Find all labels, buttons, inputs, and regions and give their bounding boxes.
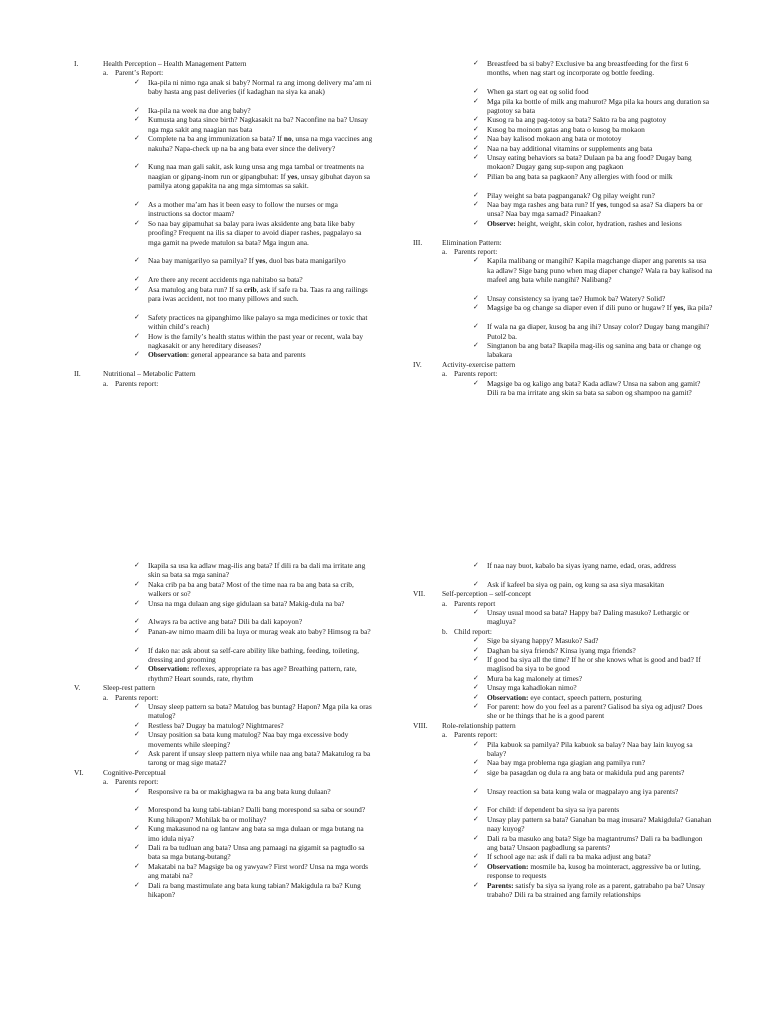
checklist-item-text: Unsay sleep pattern sa bata? Matulog bas buntag? Hapon? Mga pila ka oras matulog? (148, 702, 372, 721)
checklist-item-text: If good ba siya all the time? If he or she knows what is good and bad? If maglisod ba siya to be good (487, 655, 701, 674)
checklist-item (473, 758, 713, 767)
subsection-letter: a. (103, 777, 109, 787)
checklist-item (473, 379, 713, 398)
checklist-item-text: Unsa na mga dulaan ang sige gidulaan sa bata? Makig-dula na ba? (148, 598, 345, 608)
checklist-item-text: How is the familyʼs health status within the past year or recent, wala bay nagkasakit or any hereditary diseases? (148, 331, 364, 350)
checkmark-icon: ✓ (134, 312, 140, 321)
checklist-item-text: Sige ba siyang happy? Masuko? Sad? (487, 636, 599, 646)
checkmark-icon: ✓ (473, 692, 479, 701)
checklist-item (473, 59, 713, 78)
checkmark-icon: ✓ (473, 608, 479, 616)
checkmark-icon: ✓ (134, 664, 140, 673)
checklist-item-text: As a mother maʼam has it been easy to follow the nurses or mga instructions sa doctor maam? (148, 200, 338, 219)
checklist-item (134, 106, 374, 115)
checklist-item (134, 78, 374, 97)
checklist-item-text: Unsay mga kahadlokan nimo? (487, 683, 577, 693)
checklist-item (134, 805, 374, 824)
checkmark-icon: ✓ (134, 824, 140, 833)
checkmark-icon: ✓ (134, 730, 140, 739)
checkmark-icon: ✓ (473, 645, 479, 654)
checkmark-icon: ✓ (473, 124, 479, 133)
checklist-item (134, 881, 374, 900)
checkmark-icon: ✓ (134, 617, 140, 626)
checkmark-icon: ✓ (473, 143, 479, 152)
checkmark-icon: ✓ (473, 673, 479, 682)
subsection-letter: a. (442, 247, 448, 256)
checklist-item-text: Morespond ba kung tabi-tabian? Dalli bang morespond sa saba or sound? Kung hikapon? Mohilak ba or molihay? (148, 805, 366, 824)
checklist-item (134, 702, 374, 721)
checklist-item-text: Makatabi na ba? Magsige ba og yawyaw? First word? Unsa na mga words ang matabi na? (148, 861, 369, 881)
checklist-item (473, 702, 713, 721)
checkmark-icon: ✓ (473, 702, 479, 710)
checkmark-icon: ✓ (134, 645, 140, 654)
checklist-item (134, 749, 374, 768)
checklist-item (134, 617, 374, 626)
checklist-item-text: sige ba pasagdan og dula ra ang bata or makidula pud ang parents? (487, 767, 685, 777)
checkmark-icon: ✓ (473, 87, 479, 96)
checkmark-icon: ✓ (473, 579, 479, 588)
checkmark-icon: ✓ (473, 739, 479, 748)
section-number: V. (74, 683, 81, 693)
checkmark-icon: ✓ (134, 134, 140, 143)
checklist-item (473, 740, 713, 759)
checklist-item (134, 162, 374, 190)
checkmark-icon: ✓ (473, 134, 479, 143)
section-title: Nutritional – Metabolic Pattern (103, 369, 196, 379)
checklist-item-text: Kusog ra ba ang pag-totoy sa bata? Sakto ra ba ang pagtotoy (487, 115, 667, 125)
checkmark-icon: ✓ (473, 767, 479, 776)
checkmark-icon: ✓ (134, 331, 140, 340)
checklist-item-text: Naa bay manigarilyo sa pamilya? If yes, duol bas bata manigarilyo (148, 256, 346, 266)
checklist-item-text: Observation: reflexes, appropriate ra bas age? Breathing pattern, rate, rhythm? Heart sounds, rate, rhythm (148, 664, 357, 683)
checkmark-icon: ✓ (134, 861, 140, 870)
checklist-item-text: When ga start og eat og solid food (487, 87, 589, 97)
checklist-item-text: Pilay weight sa bata pagpanganak? Og pilay weight run? (487, 190, 655, 200)
checklist-item-text: Kusog ba moinom gatas ang bata o kusog ba mokaon (487, 124, 645, 134)
section-number: VI. (74, 767, 84, 777)
checkmark-icon: ✓ (473, 256, 479, 265)
checklist-item (473, 219, 713, 228)
checklist-item (134, 627, 374, 636)
section-number: VIII. (413, 720, 428, 730)
checklist-item (473, 153, 713, 172)
checklist-item (473, 768, 713, 777)
checklist-item (473, 881, 713, 900)
checklist-item-text: Magsige ba og change sa diaper even if dili puno or hugaw? If yes, ika pila? (487, 303, 713, 313)
section-title: Elimination Pattern: (442, 237, 502, 247)
checkmark-icon: ✓ (473, 96, 479, 105)
checklist-item (473, 636, 713, 645)
checklist-item-text: Are there any recent accidents nga nahitabo sa bata? (148, 275, 303, 285)
checklist-item (473, 674, 713, 683)
checklist-item-text: Naka crib pa ba ang bata? Most of the time naa ra ba ang bata sa crib, walkers or so? (148, 579, 354, 599)
checkmark-icon: ✓ (134, 106, 140, 114)
checkmark-icon: ✓ (473, 171, 479, 180)
checkmark-icon: ✓ (473, 880, 479, 889)
checklist-item (473, 834, 713, 853)
checklist-item-text: Panan-aw nimo maam dili ba luya or murag weak ato baby? Himsog ra ba? (148, 626, 371, 636)
checklist-item-text: Kapila malibang or mangihi? Kapila magchange diaper ang parents sa usa ka adlaw? Sige bang puno when mag diaper change? Wala ra bay kalisod na mafeel ang bata while nangihi? Nalibang? (487, 256, 713, 285)
checkmark-icon: ✓ (473, 861, 479, 870)
checklist-item (134, 580, 374, 599)
checklist-item-text: Pila kabuok sa pamilya? Pila kabuok sa balay? Naa bay lain kuyog sa balay? (487, 739, 693, 758)
section-number: III. (413, 237, 423, 247)
subsection-label: Parents report: (454, 369, 498, 379)
checklist-item-text: Observation: mosmile ba, kusog ba mointeract, aggressive ba or luting, response to requests (487, 861, 701, 881)
checkmark-icon: ✓ (134, 749, 140, 757)
subsection-letter: a. (442, 598, 448, 608)
checklist-item-text: Observation: eye contact, speech pattern, posturing (487, 692, 642, 702)
checklist-item (473, 693, 713, 702)
checklist-item-text: Naa bay kalisod mokaon ang bata or mototoy (487, 134, 622, 144)
checkmark-icon: ✓ (473, 758, 479, 767)
checkmark-icon: ✓ (134, 218, 140, 227)
subsection-label: Parents report: (115, 692, 159, 702)
checkmark-icon: ✓ (134, 162, 140, 171)
checkmark-icon: ✓ (473, 833, 479, 842)
checkmark-icon: ✓ (473, 655, 479, 663)
checklist-item-text: If wala na ga diaper, kusog ba ang ihi? Unsay color? Dugay bang mangihi? Putol2 ba. (487, 322, 710, 341)
checkmark-icon: ✓ (134, 626, 140, 635)
checklist-item (134, 350, 374, 359)
subsection-label: Parents report: (454, 730, 498, 740)
checklist-item-text: Responsive ra ba or makighagwa ra ba ang bata kung dulaan? (148, 786, 331, 796)
checkmark-icon: ✓ (134, 702, 140, 710)
checklist-item (473, 341, 713, 360)
checklist-item-text: Singtanon ba ang bata? Ikapila mag-ilis og sanina ang bata or change og labakara (487, 341, 701, 360)
section-number: I. (74, 59, 79, 68)
checkmark-icon: ✓ (473, 341, 479, 349)
checkmark-icon: ✓ (473, 561, 479, 569)
checklist-item (473, 646, 713, 655)
checklist-item-text: Naa bay mga problema nga giagian ang pamilya run? (487, 758, 646, 768)
checklist-item-text: If dako na: ask about sa self-care ability like bathing, feeding, toileting, dressing and grooming (148, 645, 359, 664)
checkmark-icon: ✓ (134, 77, 140, 86)
checklist-item (134, 134, 374, 153)
checklist-item-text: Complete na ba ang immunization sa bata? If no, unsa na mga vaccines ang nakuha? Napa-check up na ba ang bata ever since the delivery? (148, 134, 373, 153)
checkmark-icon: ✓ (473, 115, 479, 124)
checklist-item (473, 200, 713, 219)
section-title: Cognitive-Perceptual (103, 767, 166, 777)
checkmark-icon: ✓ (473, 805, 479, 814)
checklist-item (473, 805, 713, 814)
checklist-item-text: Ask parent if unsay sleep pattern niya while naa ang bata? Makatulog ra ba tarong or mag sige mata2? (148, 749, 371, 768)
checklist-item-text: Unsay play pattern sa bata? Ganahan ba mag inusara? Makigdula? Ganahan naay kuyog? (487, 814, 712, 834)
subsection-letter: a. (103, 378, 109, 388)
checkmark-icon: ✓ (473, 218, 479, 227)
checklist-item (134, 200, 374, 219)
checkmark-icon: ✓ (134, 720, 140, 729)
checkmark-icon: ✓ (473, 294, 479, 302)
checklist-item (473, 852, 713, 861)
checklist-item (473, 256, 713, 284)
checklist-item-text: Observation: general appearance sa bata and parents (148, 350, 306, 360)
checklist-item-text: For child: if dependent ba siya sa iya parents (487, 805, 620, 815)
checklist-item (473, 125, 713, 134)
checkmark-icon: ✓ (134, 275, 140, 284)
checkmark-icon: ✓ (134, 598, 140, 607)
checklist-item-text: Kumusta ang bata since birth? Nagkasakit na ba? Naconfine na ba? Unsay nga mga sakit ang naagian nas bata (148, 115, 368, 134)
checkmark-icon: ✓ (473, 378, 479, 387)
checkmark-icon: ✓ (134, 561, 140, 569)
checklist-item-text: Ikapila sa usa ka adlaw mag-ilis ang bata? If dili ra ba dali ma irritate ang skin sa bata sa mga sanina? (148, 561, 366, 580)
checklist-item-text: Ika-pila na week na due ang baby? (148, 106, 251, 115)
checklist-item (473, 97, 713, 116)
checklist-item (134, 332, 374, 351)
checklist-item-text: For parent: how do you feel as a parent? Galisod ba siya og adjust? Does she or he things that he is a good parent (487, 702, 703, 721)
checklist-item (134, 219, 374, 247)
section-number: VII. (413, 589, 426, 599)
section-number: IV. (413, 359, 422, 369)
checklist-item-text: Ika-pila ni nimo nga anak si baby? Normal ra ang imong delivery maʼam ni baby hasta ang past deliveries (if kadaghan na siya ka anak) (148, 77, 372, 97)
checkmark-icon: ✓ (473, 852, 479, 861)
checklist-item-text: Dali ra ba masuko ang bata? Sige ba magtantrums? Dali ra ba badlungon ang bata? Unsaon pagbadlung sa parents? (487, 833, 703, 852)
checkmark-icon: ✓ (473, 153, 479, 161)
checkmark-icon: ✓ (473, 786, 479, 795)
subsection-letter: a. (442, 730, 448, 740)
checklist-item-text: Naa na bay additional vitamins or supplements ang bata (487, 143, 653, 153)
section-number: II. (74, 369, 81, 379)
checklist-item-text: Breastfeed ba si baby? Exclusive ba ang breastfeeding for the first 6 months, when nag start og incorporate og bottle feeding. (487, 59, 689, 78)
checklist-item-text: Unsay reaction sa bata kung wala or magpalayo ang iya parents? (487, 786, 679, 796)
checklist-item (134, 561, 374, 580)
checkmark-icon: ✓ (473, 814, 479, 823)
subsection-letter: a. (103, 68, 109, 78)
section-title: Role-relationship pattern (442, 720, 516, 730)
checklist-item-text: Kung makasunod na og lantaw ang bata sa mga dulaan or mga butang na imo idula niya? (148, 824, 364, 843)
checklist-item (473, 655, 713, 674)
checklist-item (473, 144, 713, 153)
checklist-item-text: Mura ba kag malonely at times? (487, 673, 583, 683)
checklist-item-text: Daghan ba siya friends? Kinsa iyang mga friends? (487, 645, 636, 655)
checklist-item (134, 824, 374, 843)
checklist-item (134, 787, 374, 796)
checklist-item (134, 275, 374, 284)
checklist-item-text: Kung naa man gali sakit, ask kung unsa ang mga tambal or treatments na naagian or gipang-inom run or gipangbuhat: If yes, unsay gibuhat dayon sa pamilya atong gapakita na ang mga simtomas sa sakit. (148, 162, 371, 191)
checkmark-icon: ✓ (473, 200, 479, 208)
checkmark-icon: ✓ (473, 683, 479, 692)
checklist-item (134, 599, 374, 608)
checklist-item-text: So naa bay gipamuhat sa balay para iwas aksidente ang bata like baby proofing? Frequent na ilis sa diaper to avoid diaper rashes, pagpalayo sa mga gamit na pwede matulon sa bata? Mga ingun ana. (148, 218, 362, 247)
checkmark-icon: ✓ (134, 786, 140, 795)
checklist-item (473, 303, 713, 312)
checklist-item (134, 721, 374, 730)
checklist-item-text: Pilian ba ang bata sa pagkaon? Any allergies with food or milk (487, 171, 673, 181)
checklist-item-text: If naa nay buot, kabalo ba siyas iyang name, edad, oras, address (487, 561, 677, 570)
checkmark-icon: ✓ (134, 579, 140, 588)
checkmark-icon: ✓ (473, 636, 479, 645)
section-title: Sleep-rest pattern (103, 683, 155, 693)
subsection-letter: b. (442, 626, 448, 636)
checklist-item-text: Unsay eating behaviors sa bata? Dulaan pa ba ang food? Dugay bang mokaon? Dugay gang sup-supon ang pagkaon (487, 153, 692, 172)
checklist-item (134, 115, 374, 134)
checklist-item (134, 646, 374, 665)
checklist-item-text: Restless ba? Dugay ba matulog? Nightmares? (148, 720, 284, 730)
section-title: Self-perception – self-concept (442, 589, 532, 599)
checklist-item-text: Safety practices na gipanghimo like palayo sa mga medicines or toxic that within childʼs reach) (148, 312, 368, 332)
checklist-item-text: Magsige ba og kaligo ang bata? Kada adlaw? Unsa na sabon ang gamit? Dili ra ba ma irritate ang skin sa bata sa sabon og shampoo na gamit? (487, 378, 701, 397)
subsection-label: Parents report: (454, 247, 498, 256)
section-title: Health Perception – Health Management Pattern (103, 59, 247, 68)
checklist-item-text: Dali ra ba tudluan ang bata? Unsa ang pamaagi na gigamit sa pagtudlo sa bata sa mga butang-butang? (148, 843, 365, 862)
checkmark-icon: ✓ (134, 805, 140, 814)
checkmark-icon: ✓ (473, 190, 479, 199)
checklist-item (134, 664, 374, 683)
checklist-item-text: Naa bay mga rashes ang bata run? If yes, tungod sa asa? Sa diapers ba or unsa? Naa bay mga samad? Pinaakan? (487, 200, 703, 219)
subsection-label: Parents report: (115, 777, 159, 787)
checklist-item-text: Asa matulog ang bata run? If sa crib, ask if safe ra ba. Taas ra ang railings para iwas accident, not too many pillows and such. (148, 284, 368, 303)
checklist-item (473, 580, 713, 589)
checklist-item-text: Always ra ba active ang bata? Dili ba dali kapoyon? (148, 617, 303, 627)
checkmark-icon: ✓ (134, 284, 140, 293)
checklist-item (134, 843, 374, 862)
checklist-item (473, 815, 713, 834)
checklist-item-text: Parents: satisfy ba siya sa iyang role as a parent, gatrabaho pa ba? Unsay trabaho? Dili ra ba strained ang family relationships (487, 880, 705, 899)
checklist-item (134, 862, 374, 881)
checkmark-icon: ✓ (134, 115, 140, 124)
checklist-item (134, 730, 374, 749)
checkmark-icon: ✓ (473, 303, 479, 312)
checklist-item (473, 561, 713, 570)
subsection-label: Parents report (454, 598, 496, 608)
checkmark-icon: ✓ (134, 256, 140, 265)
subsection-label: Parents report: (115, 378, 159, 388)
checklist-item (134, 256, 374, 265)
checklist-item (134, 313, 374, 332)
checklist-item (473, 862, 713, 881)
checklist-item-text: Observe: height, weight, skin color, hydration, rashes and lesions (487, 218, 682, 228)
checkmark-icon: ✓ (134, 843, 140, 851)
checklist-item-text: Mga pila ka bottle of milk ang mahurot? Mga pila ka hours ang duration sa pagtotoy sa bata (487, 96, 710, 115)
checklist-item (473, 322, 713, 341)
checklist-item-text: Dali ra bang mastimulate ang bata kung tabian? Makigdula ra ba? Kung hikapon? (148, 880, 361, 899)
subsection-label: Parentʼs Report: (115, 68, 164, 78)
checklist-item-text: Ask if kafeel ba siya og pain, og kung sa asa siya masakitan (487, 579, 665, 589)
checklist-item (473, 172, 713, 181)
subsection-letter: a. (103, 692, 109, 702)
checklist-item (473, 294, 713, 303)
checklist-item-text: Unsay position sa bata kung matulog? Naa bay mga excessive body movements while sleeping? (148, 730, 349, 749)
checklist-item (473, 608, 713, 627)
checklist-item (473, 87, 713, 96)
subsection-label: Child report: (454, 626, 492, 636)
checklist-item (473, 787, 713, 796)
checklist-item (473, 115, 713, 124)
checklist-item (473, 134, 713, 143)
section-title: Activity-exercise pattern (442, 359, 516, 369)
checkmark-icon: ✓ (134, 880, 140, 889)
checklist-item (473, 191, 713, 200)
checklist-item-text: Unsay usual mood sa bata? Happy ba? Daling masuko? Lethargic or magluya? (487, 608, 690, 627)
checkmark-icon: ✓ (134, 350, 140, 359)
checklist-item-text: If school age na: ask if dali ra ba maka adjust ang bata? (487, 852, 651, 862)
subsection-letter: a. (442, 369, 448, 379)
checklist-item (473, 683, 713, 692)
checklist-item-text: Unsay consistency sa iyang tae? Humok ba? Watery? Solid? (487, 294, 666, 303)
checkmark-icon: ✓ (473, 322, 479, 331)
checkmark-icon: ✓ (134, 200, 140, 208)
checklist-item (134, 285, 374, 304)
checkmark-icon: ✓ (473, 59, 479, 67)
